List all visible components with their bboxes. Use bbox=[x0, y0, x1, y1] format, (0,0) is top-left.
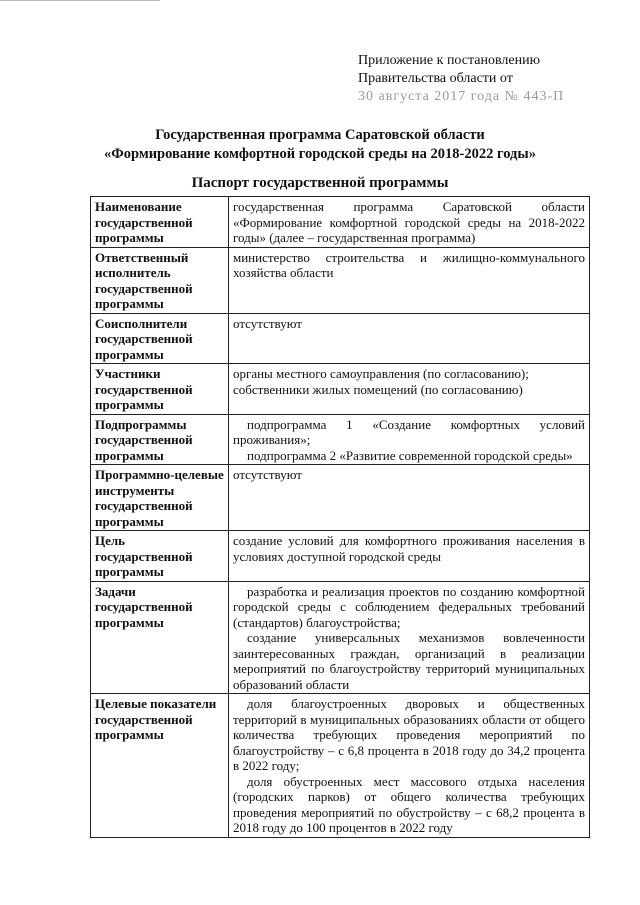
value-paragraph: министерство строительства и жилищно-коммунального хозяйства области bbox=[233, 249, 585, 280]
passport-heading: Паспорт государственной программы bbox=[191, 175, 449, 191]
table-row bbox=[91, 694, 590, 838]
row-value bbox=[229, 247, 590, 313]
row-value bbox=[229, 313, 590, 364]
table-row bbox=[91, 465, 590, 531]
program-title-line-1: Государственная программа Саратовской области bbox=[155, 127, 485, 143]
table-row bbox=[91, 197, 590, 248]
value-paragraph: разработка и реализация проектов по созданию комфортной городской среды с соблюдением федеральных требований (стандартов) благоустройства; bbox=[233, 583, 585, 630]
row-label: Наименование государственной программы bbox=[91, 197, 229, 248]
row-label: Ответственный исполнитель государственной программы bbox=[91, 247, 229, 313]
row-label: Участники государственной программы bbox=[91, 364, 229, 415]
appendix-line-1: Приложение к постановлению bbox=[358, 53, 541, 68]
row-label: Подпрограммы государственной программы bbox=[91, 414, 229, 465]
value-paragraph: создание универсальных механизмов вовлеченности заинтересованных граждан, организаций в реализации мероприятий по благоустройству территорий муниципальных образований области bbox=[233, 630, 585, 692]
row-value bbox=[229, 414, 590, 465]
appendix-note bbox=[358, 52, 618, 106]
row-value bbox=[229, 465, 590, 531]
value-paragraph: отсутствуют bbox=[233, 315, 302, 331]
value-paragraph: подпрограмма 2 «Развитие современной городской среды» bbox=[247, 447, 573, 463]
program-title-line-2: «Формирование комфортной городской среды на 2018-2022 годы» bbox=[104, 146, 536, 162]
value-paragraph: отсутствуют bbox=[233, 467, 302, 482]
row-label: Соисполнители государственной программы bbox=[91, 313, 229, 364]
table-row bbox=[91, 247, 590, 313]
row-value bbox=[229, 581, 590, 694]
table-row bbox=[91, 581, 590, 694]
appendix-line-2: Правительства области от bbox=[358, 71, 513, 86]
row-label: Цель государственной программы bbox=[91, 531, 229, 582]
program-title bbox=[0, 126, 640, 164]
value-paragraph: органы местного самоуправления (по согласованию); bbox=[233, 366, 529, 381]
table-row bbox=[91, 364, 590, 415]
value-paragraph: подпрограмма 1 «Создание комфортных условий проживания»; bbox=[233, 416, 585, 447]
value-paragraph: государственная программа Саратовской области «Формирование комфортной городской среды на 2018-2022 годы» (далее – государственная программа) bbox=[233, 199, 585, 245]
table-row bbox=[91, 414, 590, 465]
value-paragraph: доля благоустроенных дворовых и общественных территорий в муниципальных образованиях области от общего количества требующих проведения мероприятий по благоустройству – с 6,8 процента в 2018 году до 34,2 процента в 2022 году; bbox=[233, 696, 585, 773]
row-label: Программно-целевые инструменты государственной программы bbox=[91, 465, 229, 531]
scan-edge-line bbox=[0, 0, 160, 1]
value-paragraph: создание условий для комфортного проживания населения в условиях доступной городской среды bbox=[233, 533, 585, 564]
row-value bbox=[229, 364, 590, 415]
row-label: Целевые показатели государственной программы bbox=[91, 694, 229, 838]
table-row bbox=[91, 313, 590, 364]
passport-table bbox=[90, 196, 590, 838]
value-paragraph: доля обустроенных мест массового отдыха населения (городских парков) от общего количества требующих проведения мероприятий по обустройству – с 68,2 процента в 2018 году до 100 процентов в 2022 году bbox=[233, 773, 585, 835]
row-value bbox=[229, 531, 590, 582]
row-value bbox=[229, 197, 590, 248]
value-paragraph: собственники жилых помещений (по согласованию) bbox=[233, 381, 523, 397]
row-value bbox=[229, 694, 590, 838]
appendix-date-stamp: 30 августа 2017 года № 443-П bbox=[358, 89, 565, 104]
row-label: Задачи государственной программы bbox=[91, 581, 229, 694]
table-row bbox=[91, 531, 590, 582]
